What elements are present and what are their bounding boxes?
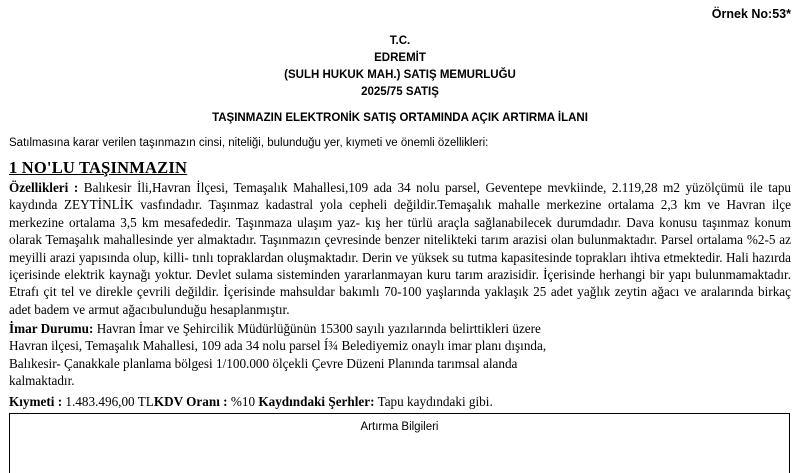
auction-info-table xyxy=(9,413,790,473)
annotations-label: Kaydındaki Şerhler: xyxy=(258,394,375,409)
document-title: TAŞINMAZIN ELEKTRONİK SATIŞ ORTAMINDA AÇIK ARTIRMA İLANI xyxy=(212,112,588,124)
intro-text: Satılmasına karar verilen taşınmazın cinsi, niteliği, bulunduğu yer, kıymeti ve önemli özellikleri: xyxy=(9,137,489,149)
zoning-line-3: Balıkesir- Çanakkale planlama bölgesi 1/100.000 ölçekli Çevre Düzeni Planında tarımsal alanda xyxy=(9,355,518,371)
zoning-line-4: kalmaktadır. xyxy=(9,373,75,389)
zoning-line-1-text: Havran İmar ve Şehircilik Müdürlüğünün 15300 sayılı yazılarında belirttikleri üzere xyxy=(96,321,541,336)
zoning-status xyxy=(9,320,791,390)
header-city: EDREMİT xyxy=(374,52,426,64)
features-label: Özellikleri : xyxy=(9,180,79,195)
auction-info-title: Artırma Bilgileri xyxy=(360,421,439,433)
features-text: Balıkesir İli,Havran İlçesi, Temaşalık Mahallesi,109 ada 34 nolu parsel, Geventepe mevkiinde, 2.119,28 m2 yüzölçümü ile tapu kaydında ZEYTİNLİK vasfındadır. Taşınmaz kadastral yola cepheli değildir.Temaşalık mahalle merkezine ortalama 2,3 km ve Havran ilçe merkezine ortalama 3,5 km mesafededir. Taşınmaza ulaşım yaz- kış her türlü araçla sağlanabilecek durumdadır. Dava konusu taşınmaz konum olarak Temaşalık mahallesinde yer almaktadır. Taşınmazın çevresinde benzer nitelikteki tarım arazisi olan bulunmaktadır. Parsel ortalama %2-5 az meyilli arazi yapısında olup, killi- tınlı topraklardan oluşmaktadır. Derin ve yüksek su tutma kapasitesinde toprakları ihtiva etmektedir. Hali hazırda içerisinde elektrik kaynağı yoktur. Devlet sulama sisteminden yararlanmayan kuru tarım arazisidir. İçerisinde herhangi bir yapı bulunmamaktadır. Etrafı çit tel ve direkle çevrili değildir. İçerisinde mahsuldar bakımlı 70-100 yaşlarında yaklaşık 25 adet yağlık zeytin ağacı ve aralarında birkaç adet badem ve armut ağacıbulunduğu hesaplanmıştır. xyxy=(9,180,792,317)
vat-label: KDV Oranı : xyxy=(153,394,228,409)
valuation-line xyxy=(9,393,791,410)
parcel-features xyxy=(9,179,791,318)
zoning-line-1 xyxy=(9,320,791,337)
zoning-line-2: Havran ilçesi, Temaşalık Mahallesi, 109 ada 34 nolu parsel Í¾ Belediyemiz onaylı imar planı dışında, xyxy=(9,338,547,354)
header-office: (SULH HUKUK MAH.) SATIŞ MEMURLUĞU xyxy=(284,69,516,81)
header-file-number: 2025/75 SATIŞ xyxy=(361,86,439,98)
zoning-label: İmar Durumu: xyxy=(9,321,94,336)
vat-value: %10 xyxy=(230,394,256,409)
header-tc: T.C. xyxy=(389,35,411,47)
valuation-label: Kıymeti : xyxy=(9,394,63,409)
annotations-value: Tapu kaydındaki gibi. xyxy=(377,394,493,409)
valuation-value: 1.483.496,00 TL xyxy=(65,394,154,409)
parcel-title: 1 NO'LU TAŞINMAZIN xyxy=(9,158,188,177)
sample-number: Örnek No:53* xyxy=(711,7,791,21)
